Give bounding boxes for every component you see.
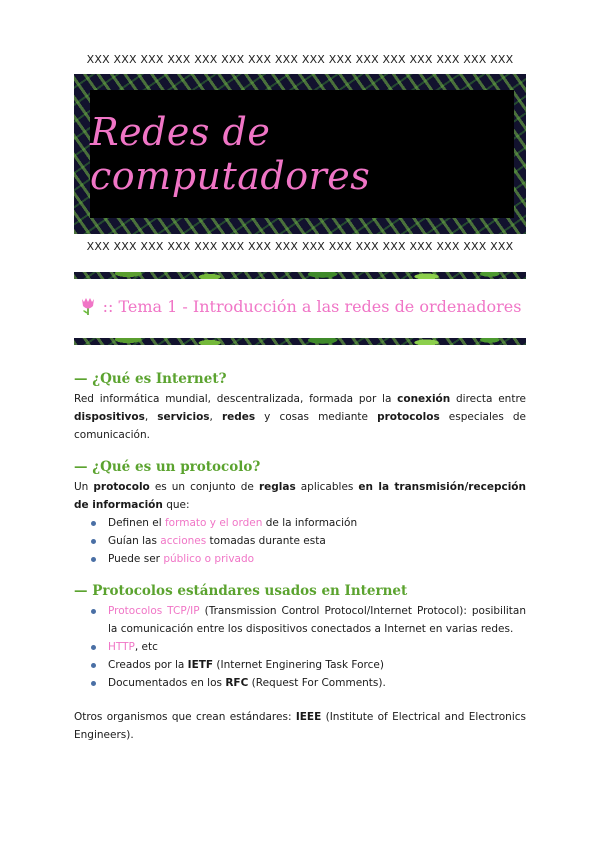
topic-title: :: Tema 1 - Introducción a las redes de ordenadores bbox=[102, 296, 522, 316]
page-title: Redes de computadores bbox=[90, 110, 371, 198]
tulip-icon bbox=[79, 296, 97, 316]
main-content bbox=[74, 368, 526, 744]
list-item: Creados por la IETF (Internet Enginering Task Force) bbox=[108, 656, 526, 674]
topic-heading bbox=[74, 296, 526, 316]
title-box bbox=[90, 90, 514, 218]
paragraph-internet: Red informática mundial, descentralizada, formada por la conexión directa entre dispositivos, servicios, redes y cosas mediante protocolos especiales de comunicación. bbox=[74, 393, 526, 441]
heading-protocolo: — ¿Qué es un protocolo? bbox=[74, 459, 261, 475]
paragraph-protocolo: Un protocolo es un conjunto de reglas aplicables en la transmisión/recepción de información que: bbox=[74, 481, 526, 511]
list-item: HTTP, etc bbox=[108, 638, 526, 656]
title-banner bbox=[74, 74, 526, 234]
leaf-divider-top bbox=[74, 272, 526, 279]
heading-internet: — ¿Qué es Internet? bbox=[74, 371, 227, 387]
protocol-list bbox=[74, 514, 526, 568]
list-item: Protocolos TCP/IP (Transmission Control Protocol/Internet Protocol): posibilitan la comunicación entre los dispositivos conectados a Internet en varias redes. bbox=[108, 602, 526, 638]
list-item: Documentados en los RFC (Request For Comments). bbox=[108, 674, 526, 692]
list-item: Guían las acciones tomadas durante esta bbox=[108, 532, 526, 550]
x-pattern-bottom: XXX XXX XXX XXX XXX XXX XXX XXX XXX XXX XXX XXX XXX XXX XXX XXX bbox=[86, 240, 514, 253]
standards-list bbox=[74, 602, 526, 692]
heading-estandares: — Protocolos estándares usados en Internet bbox=[74, 583, 408, 599]
paragraph-otros: Otros organismos que crean estándares: IEEE (Institute of Electrical and Electronics Engineers). bbox=[74, 711, 526, 741]
list-item: Definen el formato y el orden de la información bbox=[108, 514, 526, 532]
x-pattern-top: XXX XXX XXX XXX XXX XXX XXX XXX XXX XXX XXX XXX XXX XXX XXX XXX bbox=[86, 53, 514, 66]
list-item: Puede ser público o privado bbox=[108, 550, 526, 568]
leaf-divider-bottom bbox=[74, 338, 526, 345]
